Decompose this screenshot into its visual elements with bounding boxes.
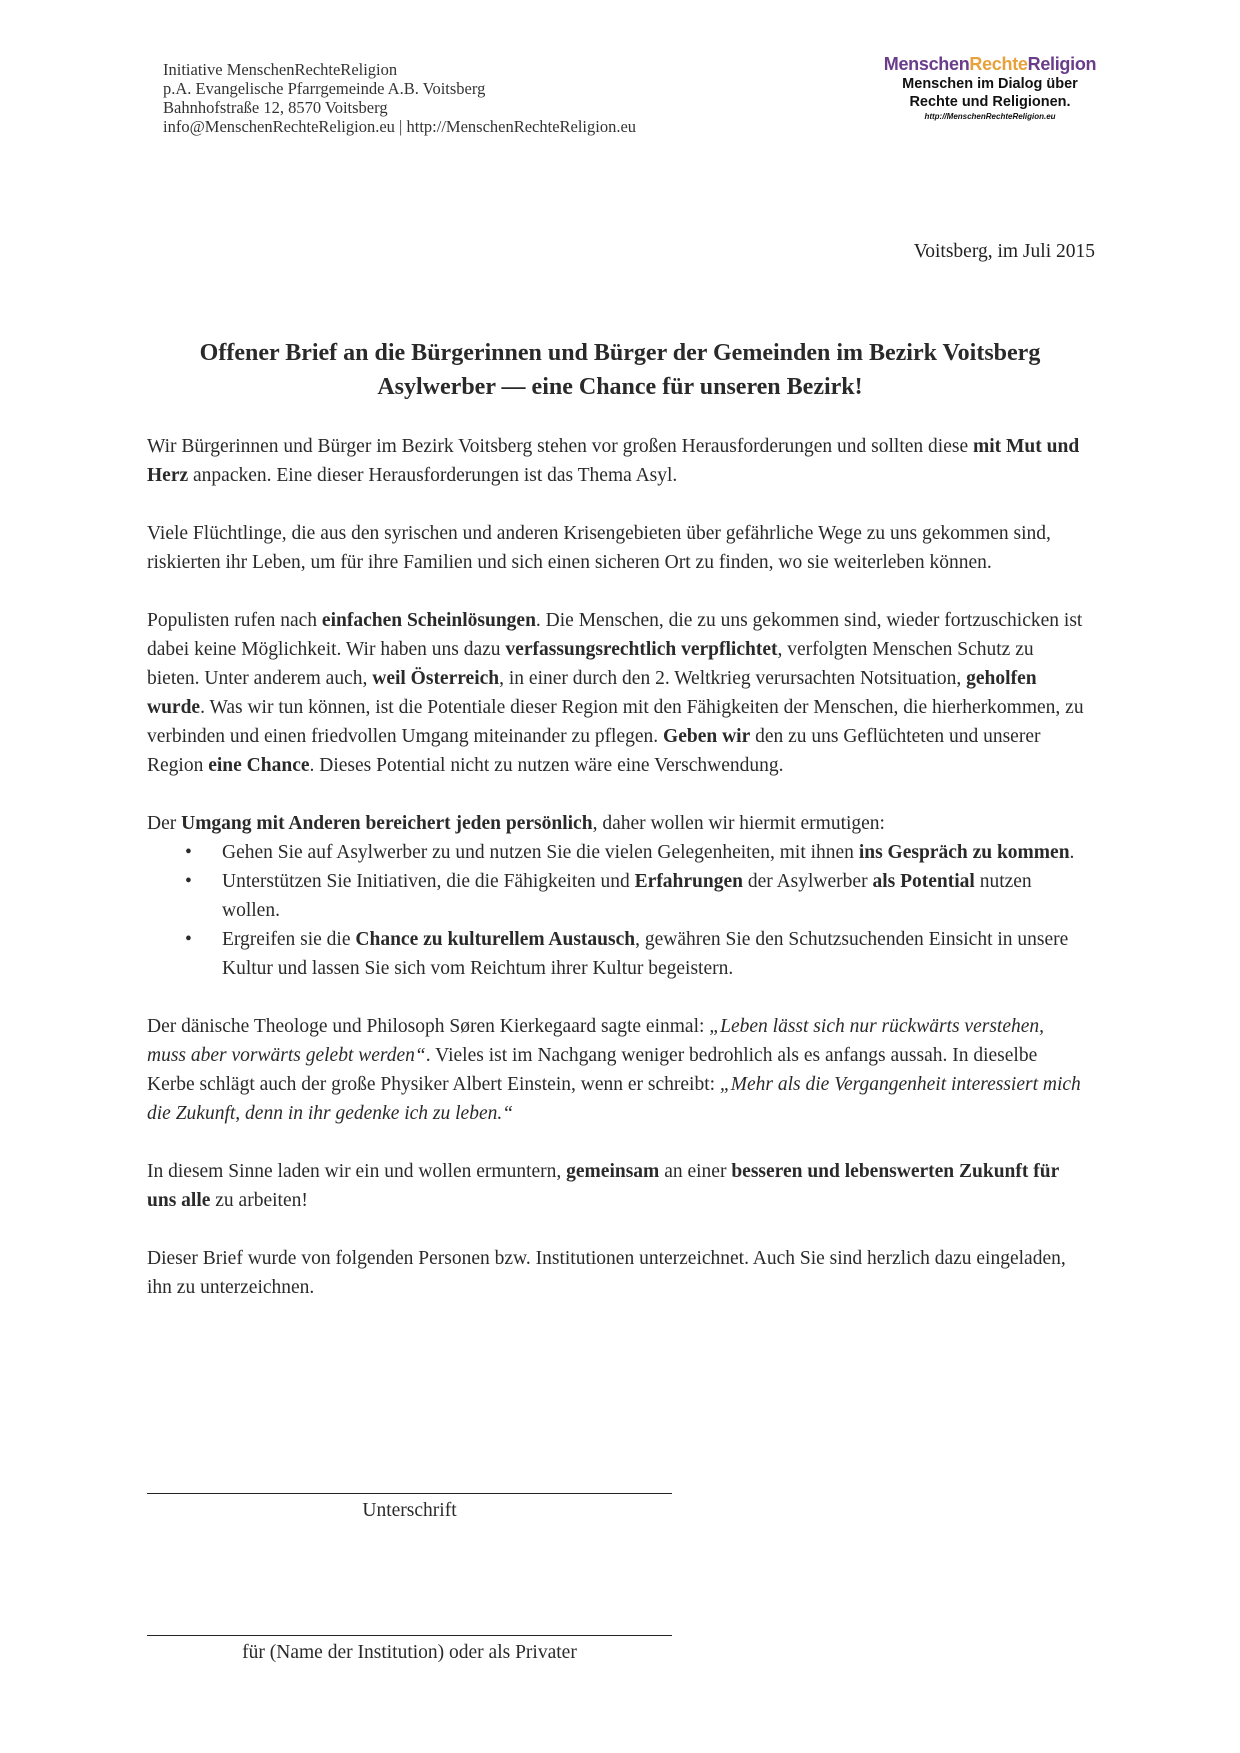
signature-line[interactable]: [147, 1493, 672, 1494]
sender-contact: info@MenschenRechteReligion.eu | http://MenschenRechteReligion.eu: [163, 117, 637, 136]
logo: [870, 54, 1110, 121]
bullet-marker: •: [185, 842, 192, 863]
list-item: • Ergreifen sie die Chance zu kulturellem Austausch, gewähren Sie den Schutzsuchenden Einsicht in unsere Kultur und lassen Sie sich vom Reichtum ihrer Kultur begeistern.: [147, 925, 1087, 983]
dateline: Voitsberg, im Juli 2015: [913, 241, 1095, 262]
title-subtitle: Asylwerber — eine Chance für unseren Bezirk!: [377, 374, 863, 400]
paragraph-signatories: Dieser Brief wurde von folgenden Personen bzw. Institutionen unterzeichnet. Auch Sie sind herzlich dazu eingeladen, ihn zu unterzeichnen.: [147, 1248, 1066, 1298]
sender-line: Initiative MenschenRechteReligion: [163, 60, 398, 79]
sender-line: p.A. Evangelische Pfarrgemeinde A.B. Voitsberg: [163, 79, 486, 98]
paragraph-populists: Populisten rufen nach einfachen Scheinlösungen. Die Menschen, die zu uns gekommen sind, wieder fortzuschicken ist dabei keine Möglichkeit. Wir haben uns dazu verfassungsrechtlich verpflichtet, verfolgten Menschen Schutz zu bieten. Unter anderem auch, weil Österreich, in einer durch den 2. Weltkrieg verursachten Notsituation, geholfen wurde. Was wir tun können, ist die Potentiale dieser Region mit den Fähigkeiten der Menschen, die hierherkommen, zu verbinden und einen friedvollen Umgang miteinander zu pflegen. Geben wir den zu uns Geflüchteten und unserer Region eine Chance. Dieses Potential nicht zu nutzen wäre eine Verschwendung.: [147, 610, 1084, 776]
list-item: • Unterstützen Sie Initiativen, die die Fähigkeiten und Erfahrungen der Asylwerber als Potential nutzen wollen.: [147, 867, 1087, 925]
logo-url: http://MenschenRechteReligion.eu: [924, 112, 1056, 121]
logo-tagline: Menschen im Dialog über: [902, 76, 1078, 92]
letter-title: [140, 336, 1100, 404]
paragraph-refugees: Viele Flüchtlinge, die aus den syrischen und anderen Krisengebieten über gefährliche Wege zu uns gekommen sind, riskierten ihr Leben, um für ihre Familien und sich einen sicheren Ort zu finden, wo sie weiterleben können.: [147, 523, 1051, 573]
paragraph-invitation: In diesem Sinne laden wir ein und wollen ermuntern, gemeinsam an einer besseren und lebenswerten Zukunft für uns alle zu arbeiten!: [147, 1161, 1059, 1211]
institution-label: für (Name der Institution) oder als Privater: [242, 1642, 577, 1663]
signature-label: Unterschrift: [362, 1500, 457, 1521]
paragraph-encourage: Der Umgang mit Anderen bereichert jeden persönlich, daher wollen wir hiermit ermutigen:: [147, 813, 885, 834]
bullet-marker: •: [185, 871, 192, 892]
logo-part: Rechte: [969, 54, 1028, 74]
sender-line: Bahnhofstraße 12, 8570 Voitsberg: [163, 98, 388, 117]
paragraph-quotes: Der dänische Theologe und Philosoph Søren Kierkegaard sagte einmal: „Leben lässt sich nur rückwärts verstehen, muss aber vorwärts gelebt werden“. Vieles ist im Nachgang weniger bedrohlich als es anfangs aussah. In dieselbe Kerbe schlägt auch der große Physiker Albert Einstein, wenn er schreibt: „Mehr als die Vergangenheit interessiert mich die Zukunft, denn in ihr gedenke ich zu leben.“: [147, 1016, 1081, 1124]
title-line: Offener Brief an die Bürgerinnen und Bürger der Gemeinden im Bezirk Voitsberg: [199, 340, 1041, 366]
bullet-marker: •: [185, 929, 192, 950]
list-item: • Gehen Sie auf Asylwerber zu und nutzen Sie die vielen Gelegenheiten, mit ihnen ins Gespräch zu kommen.: [147, 838, 1087, 867]
logo-brand: [870, 54, 1110, 75]
logo-tagline: Rechte und Religionen.: [909, 94, 1071, 110]
institution-line[interactable]: [147, 1635, 672, 1636]
encourage-list: [147, 838, 1087, 983]
letter-body: [147, 432, 1087, 1331]
logo-part: Menschen: [883, 54, 970, 74]
sender-address: [163, 60, 636, 136]
logo-part: Religion: [1027, 54, 1097, 74]
paragraph-intro: Wir Bürgerinnen und Bürger im Bezirk Voitsberg stehen vor großen Herausforderungen und sollten diese mit Mut und Herz anpacken. Eine dieser Herausforderungen ist das Thema Asyl.: [147, 436, 1080, 486]
